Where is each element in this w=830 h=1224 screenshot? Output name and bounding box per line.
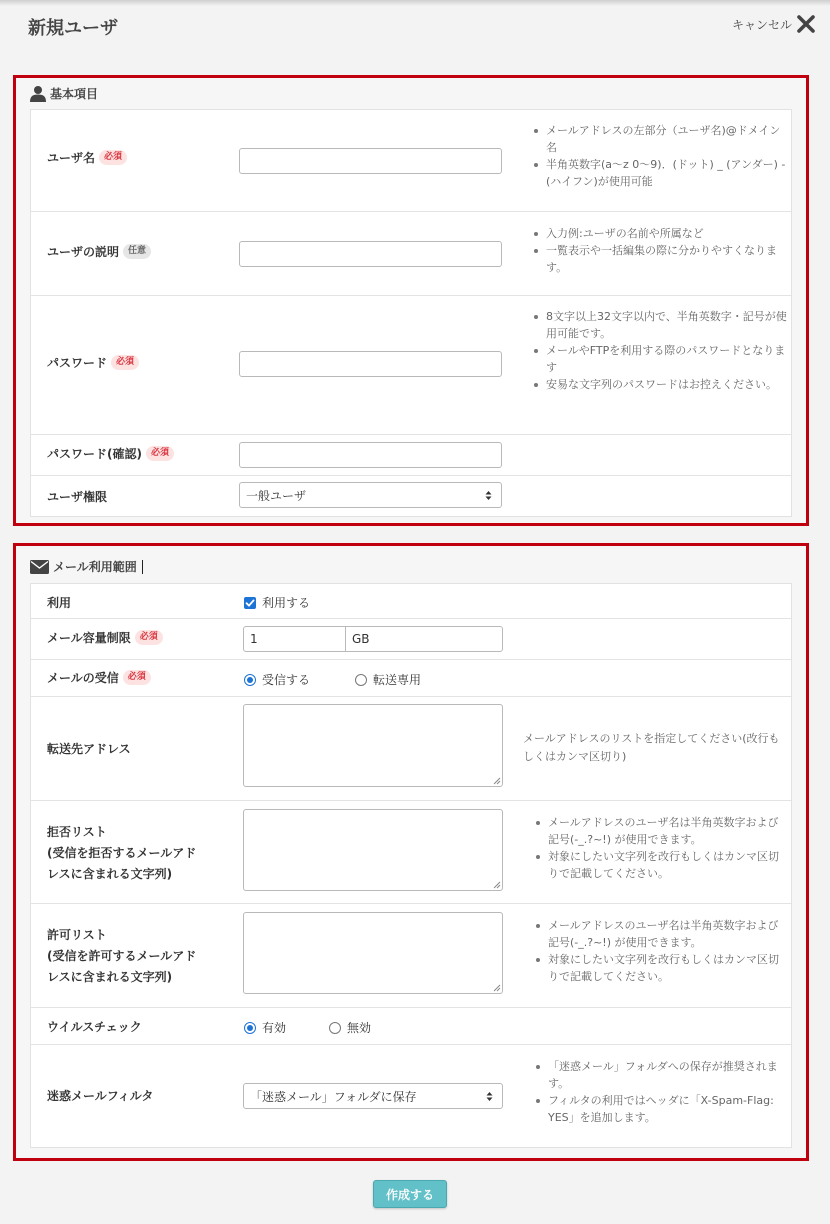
allow-label-line: 許可リスト bbox=[47, 928, 107, 942]
basic-panel bbox=[30, 109, 792, 517]
mail-use-label bbox=[47, 594, 71, 611]
help-item: 半角英数字(a〜z 0〜9)．(ドット) _ (アンダー) - (ハイフン)が使用可能 bbox=[531, 156, 787, 190]
mail-section bbox=[13, 543, 809, 1161]
allow-row bbox=[31, 904, 791, 1008]
mail-use-checkbox-label: 利用する bbox=[262, 596, 311, 610]
spam-label bbox=[47, 1087, 153, 1104]
mail-quota-label-text: メール容量制限 bbox=[47, 631, 131, 645]
help-item: メールアドレスのユーザ名は半角英数字および記号(-_.?~!) が使用できます。 bbox=[533, 814, 785, 848]
virus-label-text: ウイルスチェック bbox=[47, 1020, 142, 1034]
radio-unselected[interactable] bbox=[355, 674, 367, 686]
radio-receive-label: 受信する bbox=[262, 673, 311, 687]
radio-forward-only[interactable] bbox=[355, 671, 421, 688]
checkbox-checked[interactable] bbox=[244, 597, 256, 609]
description-help bbox=[531, 225, 787, 276]
required-badge: 必須 bbox=[135, 630, 163, 645]
check-icon bbox=[244, 597, 256, 609]
forward-label bbox=[47, 740, 131, 757]
help-item: 入力例:ユーザの名前や所属など bbox=[531, 225, 787, 242]
basic-section-header bbox=[30, 85, 98, 102]
radio-virus-disabled-label: 無効 bbox=[347, 1021, 372, 1035]
password-label bbox=[47, 354, 139, 371]
role-select[interactable] bbox=[239, 482, 502, 508]
allow-help bbox=[533, 917, 785, 985]
password-help bbox=[531, 308, 787, 393]
help-item: 8文字以上32文字以内で、半角英数字・記号が使用可能です。 bbox=[531, 308, 787, 342]
user-icon bbox=[30, 85, 46, 102]
updown-icon bbox=[485, 490, 492, 501]
mail-receive-label-text: メールの受信 bbox=[47, 671, 119, 685]
mail-use-checkbox[interactable] bbox=[244, 594, 310, 611]
cancel-button[interactable] bbox=[732, 14, 816, 34]
help-item: 安易な文字列のパスワードはお控えください。 bbox=[531, 376, 787, 393]
spam-select-value: 「迷惑メール」フォルダに保存 bbox=[250, 1089, 417, 1104]
spam-label-text: 迷惑メールフィルタ bbox=[47, 1089, 154, 1103]
forward-help: メールアドレスのリストを指定してください(改行もしくはカンマ区切り) bbox=[523, 732, 780, 763]
username-help bbox=[531, 122, 787, 190]
mail-section-title: メール利用範囲 bbox=[53, 560, 137, 574]
help-item: 対象にしたい文字列を改行もしくはカンマ区切りで記載してください。 bbox=[533, 951, 785, 985]
envelope-icon bbox=[30, 560, 49, 574]
help-item: メールやFTPを利用する際のパスワードとなります bbox=[531, 342, 787, 376]
role-row bbox=[31, 476, 791, 516]
deny-textarea[interactable] bbox=[243, 809, 503, 891]
deny-help bbox=[533, 814, 785, 882]
description-label-text: ユーザの説明 bbox=[47, 245, 120, 259]
deny-label-line: 拒否リスト bbox=[47, 825, 107, 839]
mail-use-row bbox=[31, 584, 791, 619]
radio-selected[interactable] bbox=[244, 674, 256, 686]
role-label-text: ユーザ権限 bbox=[47, 490, 108, 504]
password-label-text: パスワード bbox=[47, 356, 108, 370]
text-caret bbox=[142, 560, 143, 574]
password-confirm-input[interactable] bbox=[239, 442, 502, 468]
mail-use-label-text: 利用 bbox=[47, 596, 72, 610]
password-confirm-row bbox=[31, 435, 791, 476]
required-badge: 必須 bbox=[99, 150, 127, 165]
radio-selected[interactable] bbox=[244, 1022, 256, 1034]
radio-forward-only-label: 転送専用 bbox=[373, 673, 422, 687]
mail-receive-row bbox=[31, 660, 791, 697]
forward-row bbox=[31, 697, 791, 801]
description-label bbox=[47, 243, 151, 260]
help-item: 「迷惑メール」フォルダへの保存が推奨されます。 bbox=[533, 1058, 785, 1092]
forward-textarea[interactable] bbox=[243, 704, 503, 787]
deny-row bbox=[31, 801, 791, 904]
help-item: メールアドレスの左部分（ユーザ名)@ドメイン名 bbox=[531, 122, 787, 156]
username-input[interactable] bbox=[239, 148, 502, 174]
resize-grip-icon[interactable] bbox=[493, 881, 501, 889]
password-row bbox=[31, 296, 791, 435]
resize-grip-icon[interactable] bbox=[493, 984, 501, 992]
virus-label bbox=[47, 1018, 142, 1035]
close-icon bbox=[796, 14, 816, 34]
mail-quota-input[interactable] bbox=[243, 626, 503, 652]
allow-label-line: レスに含まれる文字列) bbox=[47, 970, 173, 984]
username-label-text: ユーザ名 bbox=[47, 151, 96, 165]
password-input[interactable] bbox=[239, 351, 502, 377]
required-badge: 必須 bbox=[146, 446, 174, 461]
radio-virus-enabled[interactable] bbox=[244, 1019, 286, 1036]
radio-unselected[interactable] bbox=[329, 1022, 341, 1034]
mail-quota-label bbox=[47, 629, 163, 646]
mail-section-header bbox=[30, 558, 143, 575]
role-label bbox=[47, 488, 107, 505]
allow-label bbox=[47, 925, 196, 988]
spam-select[interactable] bbox=[243, 1083, 503, 1109]
optional-badge: 任意 bbox=[123, 244, 151, 259]
help-item: 一覧表示や一括編集の際に分かりやすくなります。 bbox=[531, 242, 787, 276]
mail-quota-unit: GB bbox=[352, 632, 370, 646]
mail-quota-value[interactable]: 1 bbox=[244, 627, 346, 651]
required-badge: 必須 bbox=[123, 670, 151, 685]
help-item: メールアドレスのユーザ名は半角英数字および記号(-_.?~!) が使用できます。 bbox=[533, 917, 785, 951]
mail-panel bbox=[30, 583, 792, 1148]
updown-icon bbox=[486, 1091, 493, 1102]
password-confirm-label-text: パスワード(確認) bbox=[47, 447, 142, 461]
password-confirm-label bbox=[47, 445, 174, 462]
virus-row bbox=[31, 1008, 791, 1045]
radio-virus-disabled[interactable] bbox=[329, 1019, 371, 1036]
spam-help bbox=[533, 1058, 785, 1126]
top-shadow bbox=[0, 0, 830, 6]
allow-textarea[interactable] bbox=[243, 912, 503, 994]
spam-row bbox=[31, 1045, 791, 1147]
deny-label bbox=[47, 822, 196, 885]
radio-receive[interactable] bbox=[244, 671, 310, 688]
basic-section bbox=[13, 75, 809, 526]
allow-label-line: (受信を許可するメールアド bbox=[47, 949, 197, 963]
description-input[interactable] bbox=[239, 241, 502, 267]
deny-label-line: レスに含まれる文字列) bbox=[47, 867, 173, 881]
description-row bbox=[31, 212, 791, 296]
help-item: フィルタの利用ではヘッダに「X-Spam-Flag: YES」を追加します。 bbox=[533, 1092, 785, 1126]
resize-grip-icon[interactable] bbox=[493, 777, 501, 785]
help-item: 対象にしたい文字列を改行もしくはカンマ区切りで記載してください。 bbox=[533, 848, 785, 882]
required-badge: 必須 bbox=[111, 355, 139, 370]
deny-label-line: (受信を拒否するメールアド bbox=[47, 846, 197, 860]
role-select-value: 一般ユーザ bbox=[246, 488, 307, 503]
mail-receive-label bbox=[47, 669, 151, 686]
page-title: 新規ユーザ bbox=[28, 18, 118, 39]
username-row bbox=[31, 110, 791, 212]
cancel-label: キャンセル bbox=[731, 17, 792, 32]
create-button[interactable]: 作成する bbox=[373, 1180, 447, 1208]
username-label bbox=[47, 149, 127, 166]
basic-section-title: 基本項目 bbox=[50, 87, 99, 101]
radio-virus-enabled-label: 有効 bbox=[262, 1021, 287, 1035]
forward-label-text: 転送先アドレス bbox=[47, 742, 131, 756]
mail-quota-row bbox=[31, 619, 791, 660]
